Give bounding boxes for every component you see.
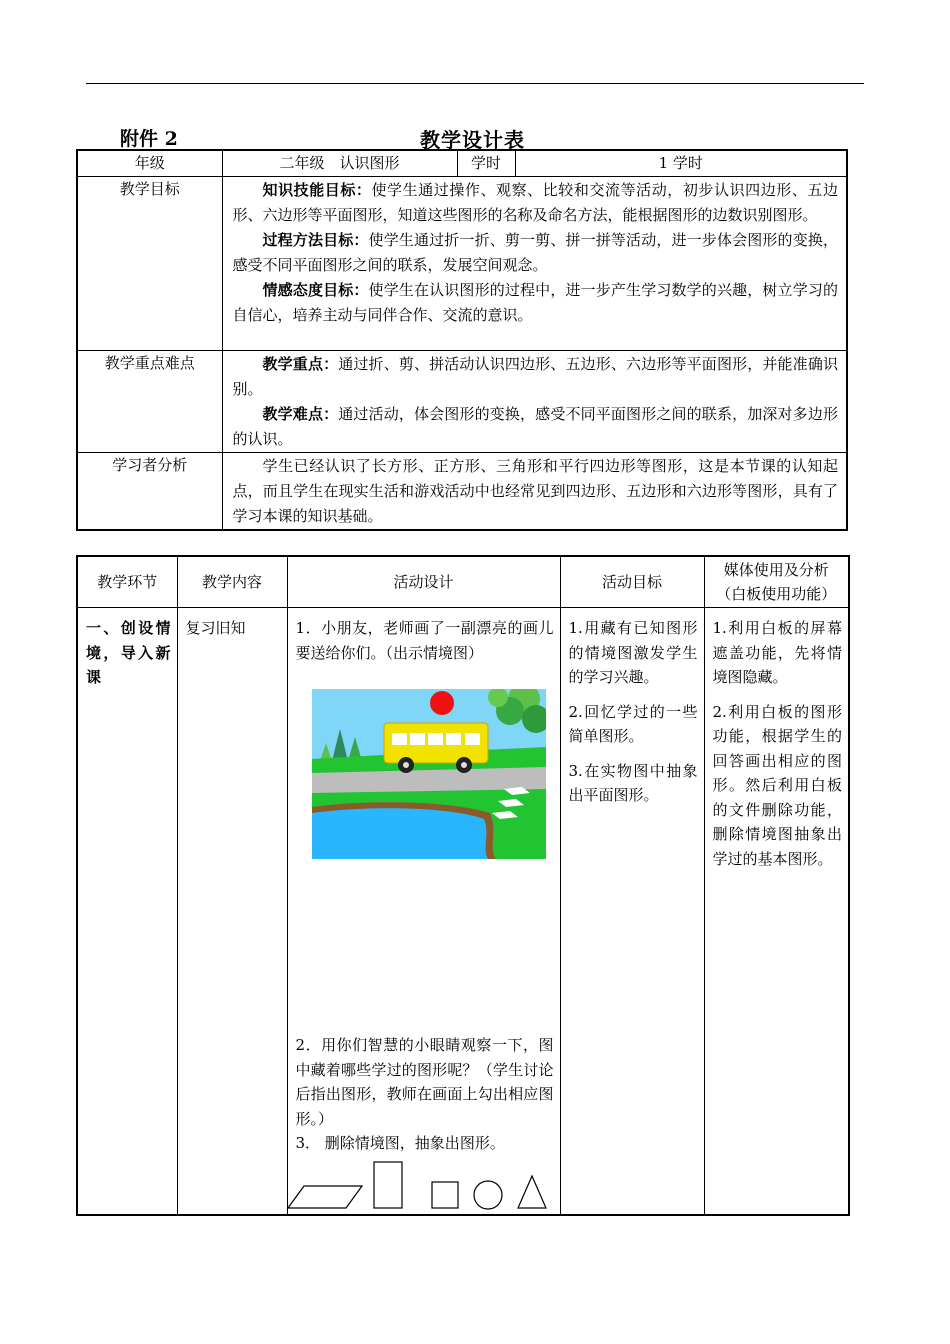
goals-label: 教学目标 bbox=[77, 177, 222, 351]
learner-label: 学习者分析 bbox=[77, 453, 222, 531]
process-header-row bbox=[77, 556, 849, 608]
activity-step-2: 2．用你们智慧的小眼睛观察一下，图中藏着哪些学过的图形呢？（学生讨论后指出图形，教师在画面上勾出相应图形。） bbox=[295, 1036, 554, 1128]
header-media-line1: 媒体使用及分析 bbox=[723, 561, 829, 579]
difficulty-title: 教学难点： bbox=[262, 405, 339, 423]
media-cell bbox=[704, 608, 849, 1215]
goal-process-text: 使学生通过折一折、剪一剪、拼一拼等活动，进一步体会图形的变换，感受不同平面图形之间的联系，发展空间观念。 bbox=[232, 231, 838, 274]
goal-process bbox=[233, 228, 839, 278]
learner-text: 学生已经认识了长方形、正方形、三角形和平行四边形等图形，这是本节课的认知起点，而且学生在现实生活和游戏活动中也经常见到四边形、五边形和六边形等图形，具有了学习本课的知识基础。 bbox=[232, 457, 838, 525]
hours-value: 1 学时 bbox=[515, 150, 847, 177]
basic-shapes bbox=[286, 1160, 556, 1214]
media-1: 1.利用白板的屏幕遮盖功能，先将情境图隐藏。 bbox=[712, 619, 842, 686]
triangle-shape bbox=[518, 1176, 546, 1208]
content-cell: 复习旧知 bbox=[177, 608, 287, 1215]
goal-knowledge-title: 知识技能目标： bbox=[262, 181, 372, 199]
scene-sun bbox=[430, 691, 454, 715]
square-shape bbox=[432, 1182, 458, 1208]
goal-attitude bbox=[233, 278, 839, 328]
difficulty-text: 通过活动，体会图形的变换，感受不同平面图形之间的联系，加深对多边形的认识。 bbox=[232, 405, 838, 448]
goal-knowledge-text: 使学生通过操作、观察、比较和交流等活动，初步认识四边形、五边形、六边形等平面图形，知道这些图形的名称及命名方法，能根据图形的边数识别图形。 bbox=[232, 181, 838, 224]
process-row bbox=[77, 608, 849, 1215]
goal-attitude-text: 使学生在认识图形的过程中，进一步产生学习数学的兴趣，树立学习的自信心，培养主动与同伴合作、交流的意识。 bbox=[232, 281, 838, 324]
difficulty bbox=[233, 402, 839, 452]
hours-label: 学时 bbox=[457, 150, 515, 177]
target-1: 1.用藏有已知图形的情境图激发学生的学习兴趣。 bbox=[568, 619, 698, 686]
goals-row bbox=[77, 177, 847, 351]
learner-cell bbox=[222, 453, 847, 531]
header-rule bbox=[86, 83, 864, 84]
annex-label: 附件 2 bbox=[120, 128, 178, 150]
target-3: 3.在实物图中抽象出平面图形。 bbox=[568, 761, 698, 804]
info-table bbox=[76, 149, 848, 531]
activity-step-3: 3． 删除情境图，抽象出图形。 bbox=[295, 1134, 505, 1152]
goal-attitude-title: 情感态度目标： bbox=[262, 281, 369, 299]
goals-cell bbox=[222, 177, 847, 351]
header-media-line2: （白板使用功能） bbox=[716, 585, 837, 603]
page-title: 教学设计表 bbox=[420, 128, 525, 152]
stage-cell: 一、创设情境，导入新课 bbox=[77, 608, 177, 1215]
activity-spacer bbox=[296, 859, 554, 1033]
scene-pond bbox=[312, 808, 488, 859]
activity-step-1: 1．小朋友，老师画了一副漂亮的画儿要送给你们。（出示情境图） bbox=[295, 619, 554, 662]
circle-shape bbox=[474, 1181, 502, 1209]
parallelogram-shape bbox=[288, 1186, 362, 1208]
grade-label: 年级 bbox=[77, 150, 222, 177]
key-point-title: 教学重点： bbox=[262, 355, 339, 373]
header-activity: 活动设计 bbox=[287, 556, 560, 608]
key-point bbox=[233, 352, 839, 402]
grade-row bbox=[77, 150, 847, 177]
activity-cell bbox=[287, 608, 560, 1215]
goal-knowledge bbox=[233, 178, 839, 228]
header-media bbox=[704, 556, 849, 608]
process-table bbox=[76, 555, 850, 1216]
header-stage: 教学环节 bbox=[77, 556, 177, 608]
learner-row bbox=[77, 453, 847, 531]
goal-process-title: 过程方法目标： bbox=[262, 231, 369, 249]
keypoints-row bbox=[77, 351, 847, 453]
keypoints-label: 教学重点难点 bbox=[77, 351, 222, 453]
header-content: 教学内容 bbox=[177, 556, 287, 608]
keypoints-cell bbox=[222, 351, 847, 453]
grade-value: 二年级 认识图形 bbox=[222, 150, 457, 177]
target-2: 2.回忆学过的一些简单图形。 bbox=[568, 702, 698, 745]
media-2: 2.利用白板的图形功能，根据学生的回答画出相应的图形。然后利用白板的文件删除功能，删除情境图抽象出学过的基本图形。 bbox=[712, 702, 842, 868]
target-cell bbox=[560, 608, 704, 1215]
key-point-text: 通过折、剪、拼活动认识四边形、五边形、六边形等平面图形，并能准确识别。 bbox=[232, 355, 838, 398]
header-target: 活动目标 bbox=[560, 556, 704, 608]
scene-image bbox=[312, 689, 546, 859]
rectangle-shape bbox=[374, 1162, 402, 1208]
